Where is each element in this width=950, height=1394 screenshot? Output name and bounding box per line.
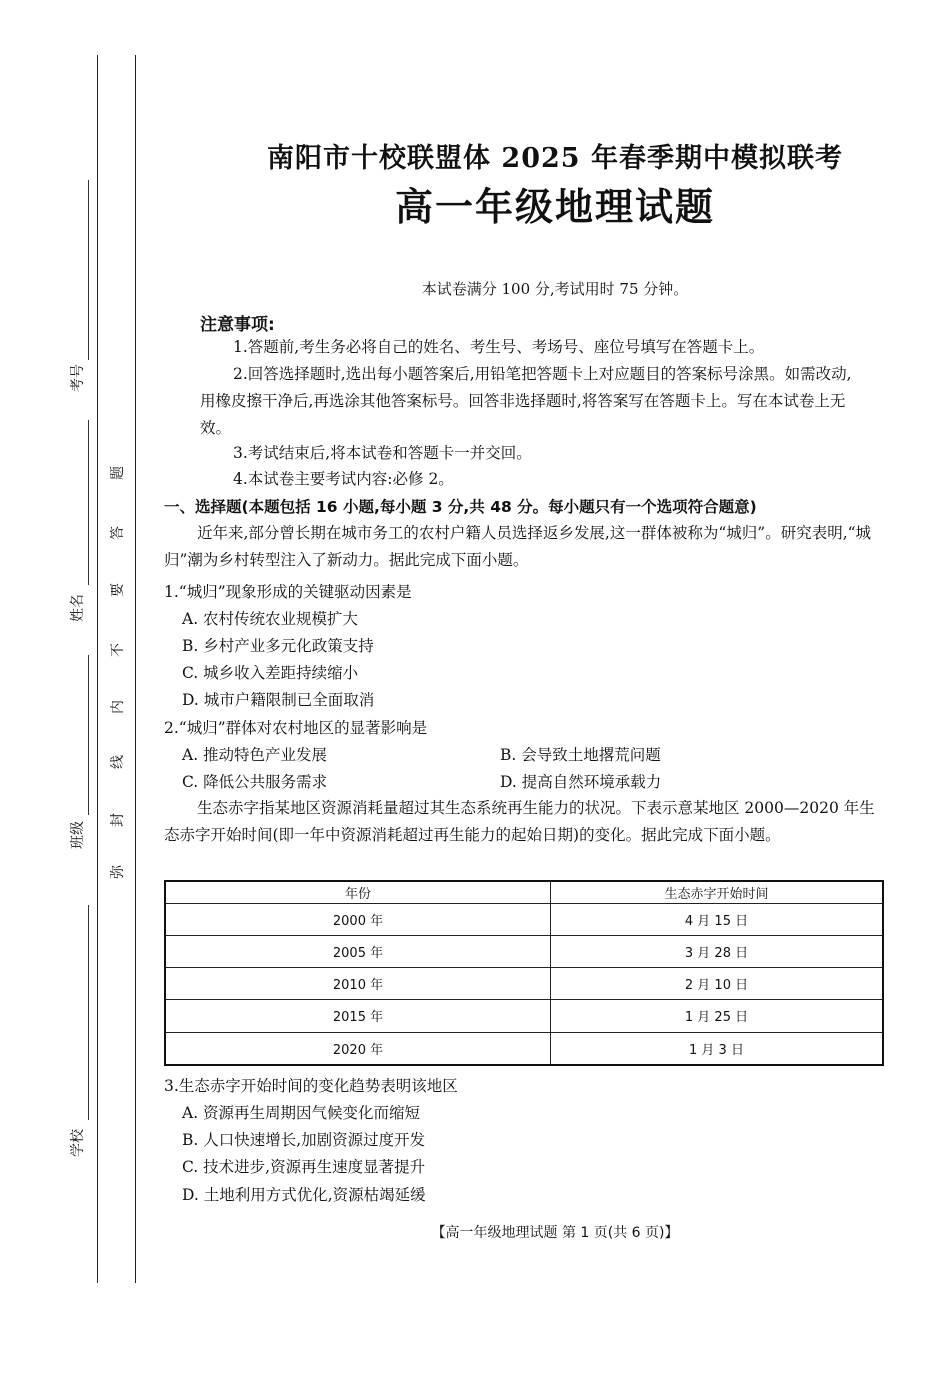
table-header-year: 年份 (165, 881, 551, 904)
name-label: 姓名 (70, 594, 86, 622)
table-cell-year: 2005 年 (165, 936, 551, 968)
question-3-stem: 3.生态赤字开始时间的变化趋势表明该地区 (164, 1077, 458, 1095)
question-2-option-b: B. 会导致土地撂荒问题 (500, 746, 661, 764)
question-2-option-a: A. 推动特色产业发展 (182, 746, 328, 764)
notice-item: 1.答题前,考生务必将自己的姓名、考生号、考场号、座位号填写在答题卡上。 (233, 338, 765, 356)
question-3-option-d: D. 土地利用方式优化,资源枯竭延缓 (182, 1186, 426, 1204)
exam-info: 本试卷满分 100 分,考试用时 75 分钟。 (421, 280, 689, 298)
notice-item: 2.回答选择题时,选出每小题答案后,用铅笔把答题卡上对应题目的答案标号涂黑。如需改动,用橡皮擦干净后,再选涂其他答案标号。回答非选择题时,将答案写在答题卡上。写在本试卷上无效。 (200, 365, 852, 437)
seal-char: 内 (110, 700, 126, 714)
exam-subject-title: 高一年级地理试题 (394, 185, 715, 229)
notice-item: 4.本试卷主要考试内容:必修 2。 (233, 470, 454, 488)
binding-line-inner (135, 55, 136, 1283)
table-cell-year: 2020 年 (165, 1032, 551, 1065)
table-cell-date: 3 月 28 日 (551, 936, 884, 968)
table-row (165, 1032, 883, 1065)
seal-char: 不 (110, 643, 126, 657)
class-underline (88, 655, 89, 815)
field-exam-number (60, 180, 94, 410)
table-cell-year: 2000 年 (165, 904, 551, 936)
table-header-start-date: 生态赤字开始时间 (551, 881, 884, 904)
exam-number-label: 考号 (70, 364, 86, 392)
school-underline (88, 905, 89, 1120)
question-3-option-a: A. 资源再生周期因气候变化而缩短 (182, 1104, 421, 1122)
seal-char: 线 (110, 755, 126, 769)
table-cell-date: 1 月 3 日 (551, 1032, 884, 1065)
field-school (60, 905, 94, 1165)
table-cell-date: 2 月 10 日 (551, 968, 884, 1000)
question-3-option-b: B. 人口快速增长,加剧资源过度开发 (182, 1131, 426, 1149)
field-name (60, 420, 94, 650)
exam-title: 南阳市十校联盟体 2025 年春季期中模拟联考 (267, 143, 843, 174)
seal-char: 答 (110, 526, 126, 540)
passage-chenggui: 近年来,部分曾长期在城市务工的农村户籍人员选择返乡发展,这一群体被称为“城归”。研究表明,“城归”潮为乡村转型注入了新动力。据此完成下面小题。 (164, 524, 872, 569)
page-footer: 【高一年级地理试题 第 1 页(共 6 页)】 (431, 1225, 679, 1241)
seal-char: 题 (110, 466, 126, 480)
table-row (165, 936, 883, 968)
table-row (165, 904, 883, 936)
table-row (165, 1000, 883, 1032)
question-1-option-c: C. 城乡收入差距持续缩小 (182, 664, 359, 682)
name-underline (88, 420, 89, 585)
table-cell-date: 4 月 15 日 (551, 904, 884, 936)
question-1-stem: 1.“城归”现象形成的关键驱动因素是 (164, 583, 412, 601)
table-header-row (165, 881, 883, 904)
table-row (165, 968, 883, 1000)
class-label: 班级 (70, 821, 86, 849)
question-2-stem: 2.“城归”群体对农村地区的显著影响是 (164, 719, 428, 737)
question-1-option-a: A. 农村传统农业规模扩大 (182, 610, 359, 628)
exam-number-underline (88, 180, 89, 360)
seal-warning (103, 0, 131, 1394)
seal-char: 封 (110, 813, 126, 827)
eco-deficit-table (164, 880, 884, 1066)
binding-line-outer (97, 55, 98, 1283)
question-2-option-d: D. 提高自然环境承载力 (500, 773, 662, 791)
notice-item: 3.考试结束后,将本试卷和答题卡一并交回。 (233, 444, 532, 462)
section-heading: 一、选择题(本题包括 16 小题,每小题 3 分,共 48 分。每小题只有一个选项符合题意) (164, 498, 757, 516)
table-cell-date: 1 月 25 日 (551, 1000, 884, 1032)
table-cell-year: 2010 年 (165, 968, 551, 1000)
school-label: 学校 (70, 1129, 86, 1157)
question-1-option-b: B. 乡村产业多元化政策支持 (182, 637, 374, 655)
passage-eco-deficit: 生态赤字指某地区资源消耗量超过其生态系统再生能力的状况。下表示意某地区 2000—2020 年生态赤字开始时间(即一年中资源消耗超过再生能力的起始日期)的变化。据此完成下面小题。 (164, 799, 875, 844)
seal-char: 要 (110, 583, 126, 597)
seal-char: 弥 (110, 865, 126, 879)
table-cell-year: 2015 年 (165, 1000, 551, 1032)
field-class (60, 655, 94, 865)
question-1-option-d: D. 城市户籍限制已全面取消 (182, 691, 375, 709)
question-3-option-c: C. 技术进步,资源再生速度显著提升 (182, 1158, 426, 1176)
question-2-option-c: C. 降低公共服务需求 (182, 773, 328, 791)
notice-heading: 注意事项: (200, 315, 275, 335)
